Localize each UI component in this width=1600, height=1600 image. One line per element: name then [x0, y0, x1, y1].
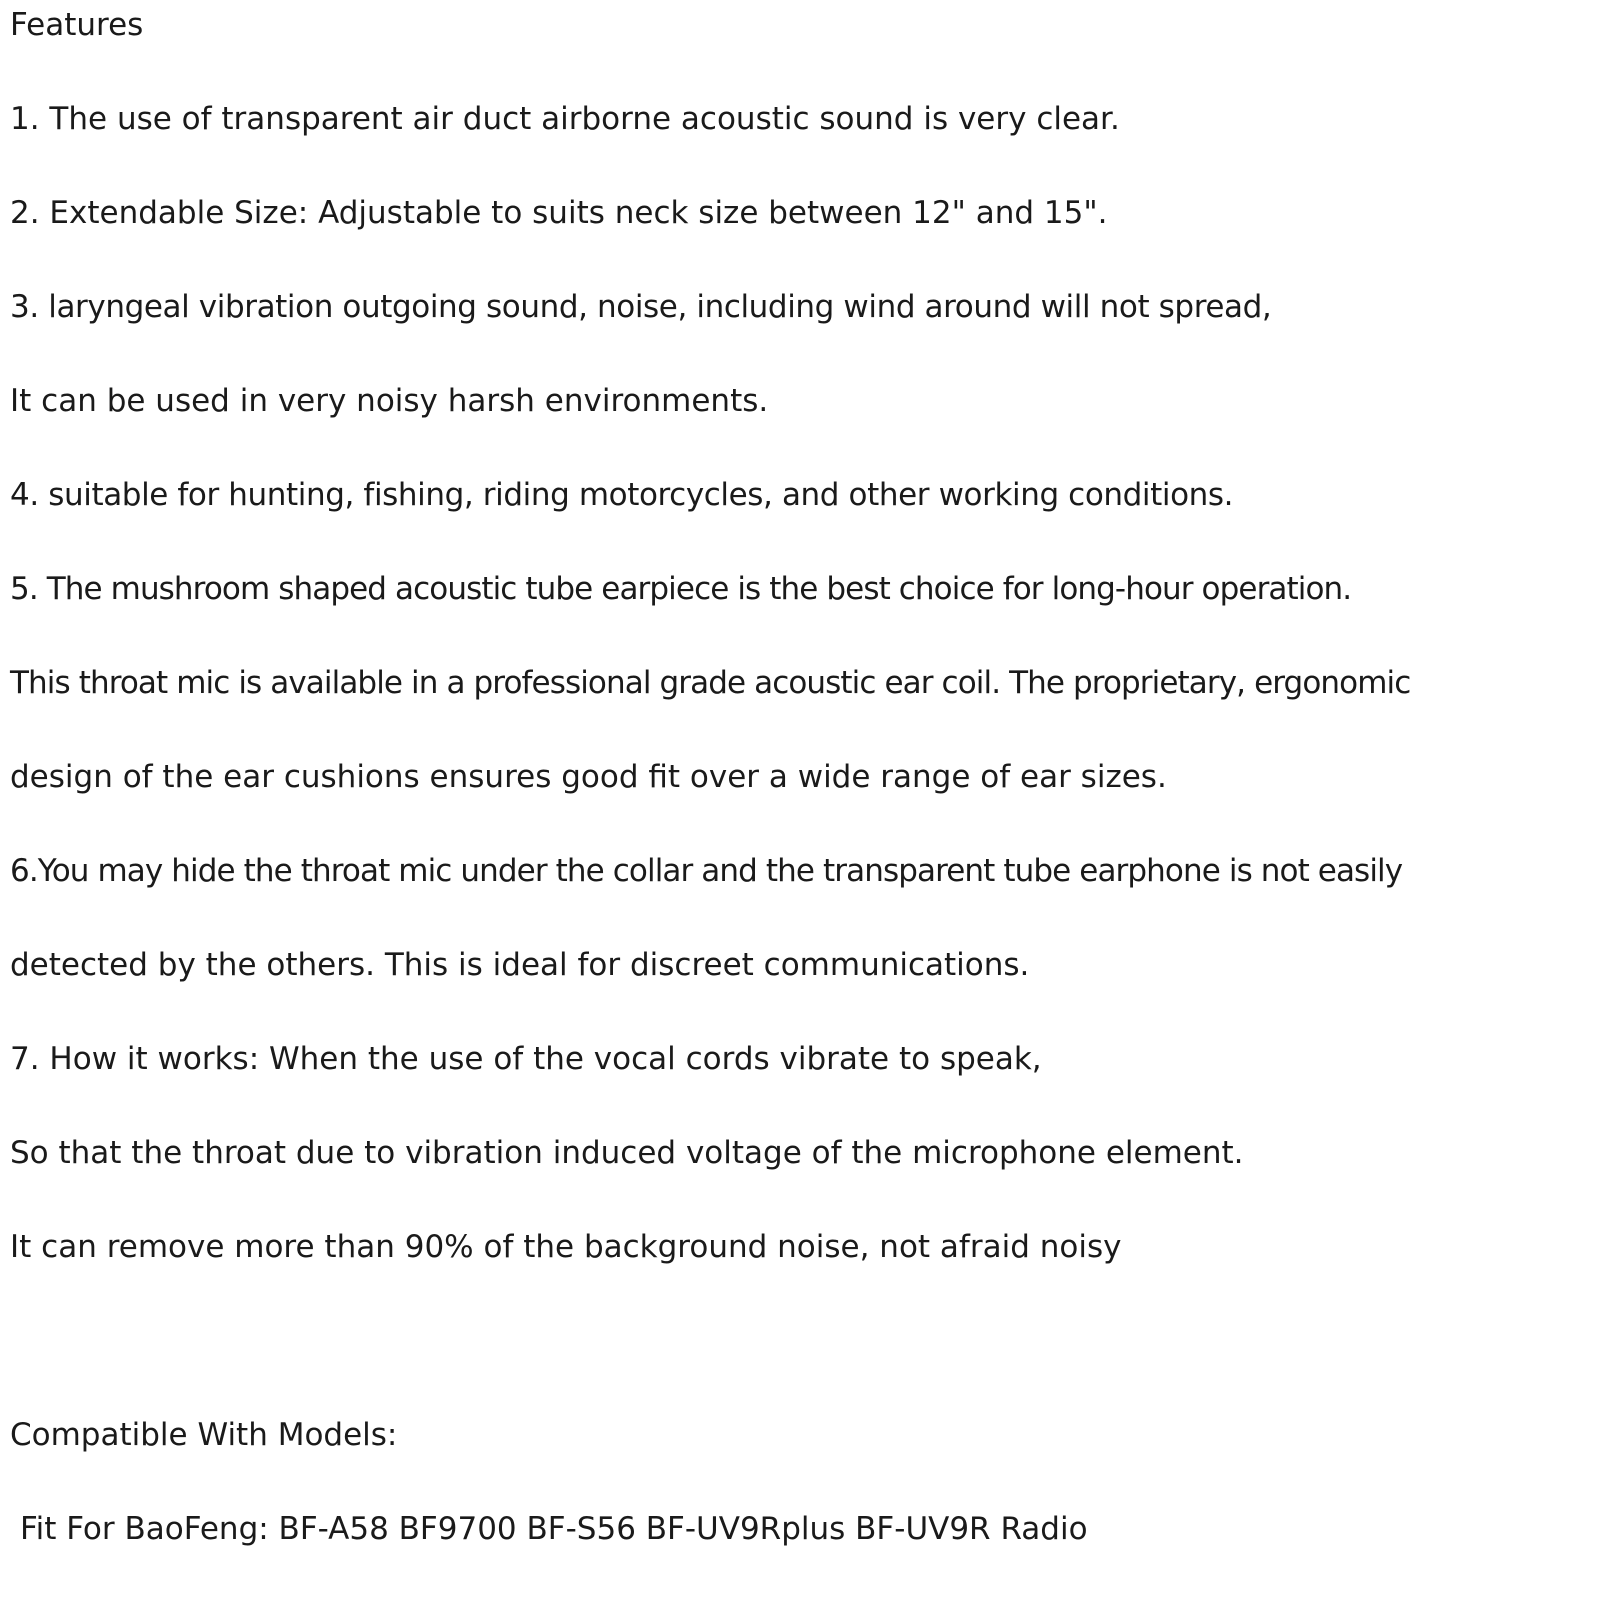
features-heading: Features: [10, 7, 144, 43]
compatible-heading: Compatible With Models:: [10, 1417, 398, 1453]
feature-line-3: 3. laryngeal vibration outgoing sound, noise, including wind around will not spread,: [10, 289, 1272, 325]
feature-line-7-detail-2: It can remove more than 90% of the background noise, not afraid noisy: [10, 1229, 1122, 1265]
feature-line-5-detail-1: This throat mic is available in a professional grade acoustic ear coil. The proprietary, ergonomic: [10, 665, 1411, 701]
feature-line-6: 6.You may hide the throat mic under the collar and the transparent tube earphone is not easily: [10, 853, 1403, 889]
feature-line-3-continued: It can be used in very noisy harsh environments.: [10, 383, 769, 419]
feature-line-4: 4. suitable for hunting, fishing, riding motorcycles, and other working conditions.: [10, 477, 1234, 513]
feature-line-2: 2. Extendable Size: Adjustable to suits neck size between 12" and 15".: [10, 195, 1108, 231]
feature-line-7: 7. How it works: When the use of the vocal cords vibrate to speak,: [10, 1041, 1042, 1077]
compatible-models: Fit For BaoFeng: BF-A58 BF9700 BF-S56 BF-UV9Rplus BF-UV9R Radio: [20, 1511, 1088, 1547]
feature-line-6-continued: detected by the others. This is ideal for discreet communications.: [10, 947, 1030, 983]
feature-line-1: 1. The use of transparent air duct airborne acoustic sound is very clear.: [10, 101, 1120, 137]
feature-line-5-detail-2: design of the ear cushions ensures good fit over a wide range of ear sizes.: [10, 759, 1167, 795]
feature-line-7-detail-1: So that the throat due to vibration induced voltage of the microphone element.: [10, 1135, 1244, 1171]
feature-line-5: 5. The mushroom shaped acoustic tube earpiece is the best choice for long-hour operation.: [10, 571, 1352, 607]
